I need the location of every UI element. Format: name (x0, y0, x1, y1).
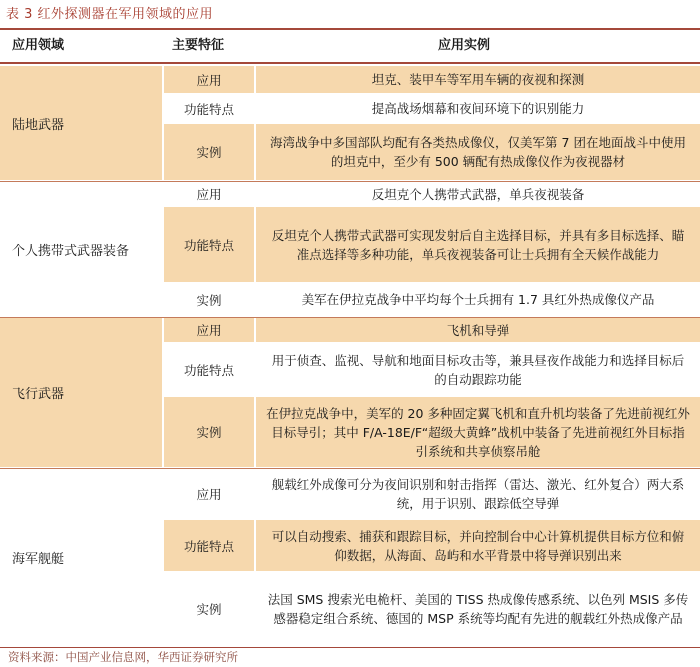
example-cell: 法国 SMS 搜索光电桅杆、美国的 TISS 热成像传感系统、以色列 MSIS 多传感器稳定组合系统、德国的 MSP 系统等均配有先进的舰载红外热成像产品 (267, 592, 689, 626)
feature-cell: 实例 (196, 292, 222, 308)
example-cell: 舰载红外成像可分为夜间识别和射击指挥（雷达、激光、红外复合）两大系统，用于识别、跟踪低空导弹 (271, 477, 685, 511)
example-cell: 可以自动搜索、捕获和跟踪目标，并向控制台中心计算机提供目标方位和俯仰数据，从海面、岛屿和水平背景中将导弹识别出来 (256, 520, 700, 571)
feature-cell: 功能特点 (164, 207, 254, 282)
feature-cell: 功能特点 (183, 362, 234, 378)
example-cell: 反坦克个人携带式武器，单兵夜视装备 (371, 186, 585, 202)
example-cell: 美军在伊拉克战争中平均每个士兵拥有 1.7 具红外热成像仪产品 (301, 292, 655, 307)
feature-cell: 应用 (164, 66, 254, 93)
feature-cell: 功能特点 (183, 101, 234, 117)
domain-cell-personal: 个人携带式武器装备 (12, 243, 130, 259)
header-example: 应用实例 (438, 38, 491, 53)
feature-cell: 功能特点 (164, 520, 254, 571)
table-title: 表 3 红外探测器在军用领域的应用 (6, 7, 214, 22)
feature-cell: 应用 (164, 318, 254, 342)
header-feature: 主要特征 (172, 38, 225, 53)
domain-cell-land: 陆地武器 (0, 66, 162, 180)
domain-cell-navy: 海军舰艇 (12, 552, 65, 567)
example-cell: 在伊拉克战争中，美军的 20 多种固定翼飞机和直升机均装备了先进前视红外目标导引；其中 F/A-18E/F“超级大黄蜂”战机中装备了先进前视红外目标指引系统和共享侦察吊舱 (256, 397, 700, 467)
header-domain: 应用领域 (12, 38, 65, 53)
top-rule (0, 28, 700, 30)
example-cell: 坦克、装甲车等军用车辆的夜视和探测 (256, 66, 700, 93)
example-cell: 飞机和导弹 (256, 318, 700, 342)
domain-cell-flight: 飞行武器 (0, 318, 162, 467)
example-cell: 用于侦查、监视、导航和地面目标攻击等，兼具昼夜作战能力和选择目标后的自动跟踪功能 (271, 352, 685, 387)
feature-cell: 实例 (196, 602, 222, 617)
feature-cell: 应用 (196, 187, 222, 202)
header-rule (0, 62, 700, 64)
feature-cell: 实例 (164, 124, 254, 180)
example-cell: 海湾战争中多国部队均配有各类热成像仪，仅美军第 7 团在地面战斗中使用的坦克中，至少有 500 辆配有热成像仪作为夜视器材 (256, 124, 700, 180)
feature-cell: 实例 (164, 397, 254, 467)
feature-cell: 应用 (196, 487, 222, 502)
example-cell: 提高战场烟幕和夜间环境下的识别能力 (371, 101, 585, 116)
example-cell: 反坦克个人携带式武器可实现发射后自主选择目标，并具有多目标选择、瞄准点选择等多种功能，单兵夜视装备可让士兵拥有全天候作战能力 (256, 207, 700, 282)
bottom-rule (0, 647, 700, 648)
source-note: 资料来源：中国产业信息网，华西证券研究所 (8, 650, 238, 664)
